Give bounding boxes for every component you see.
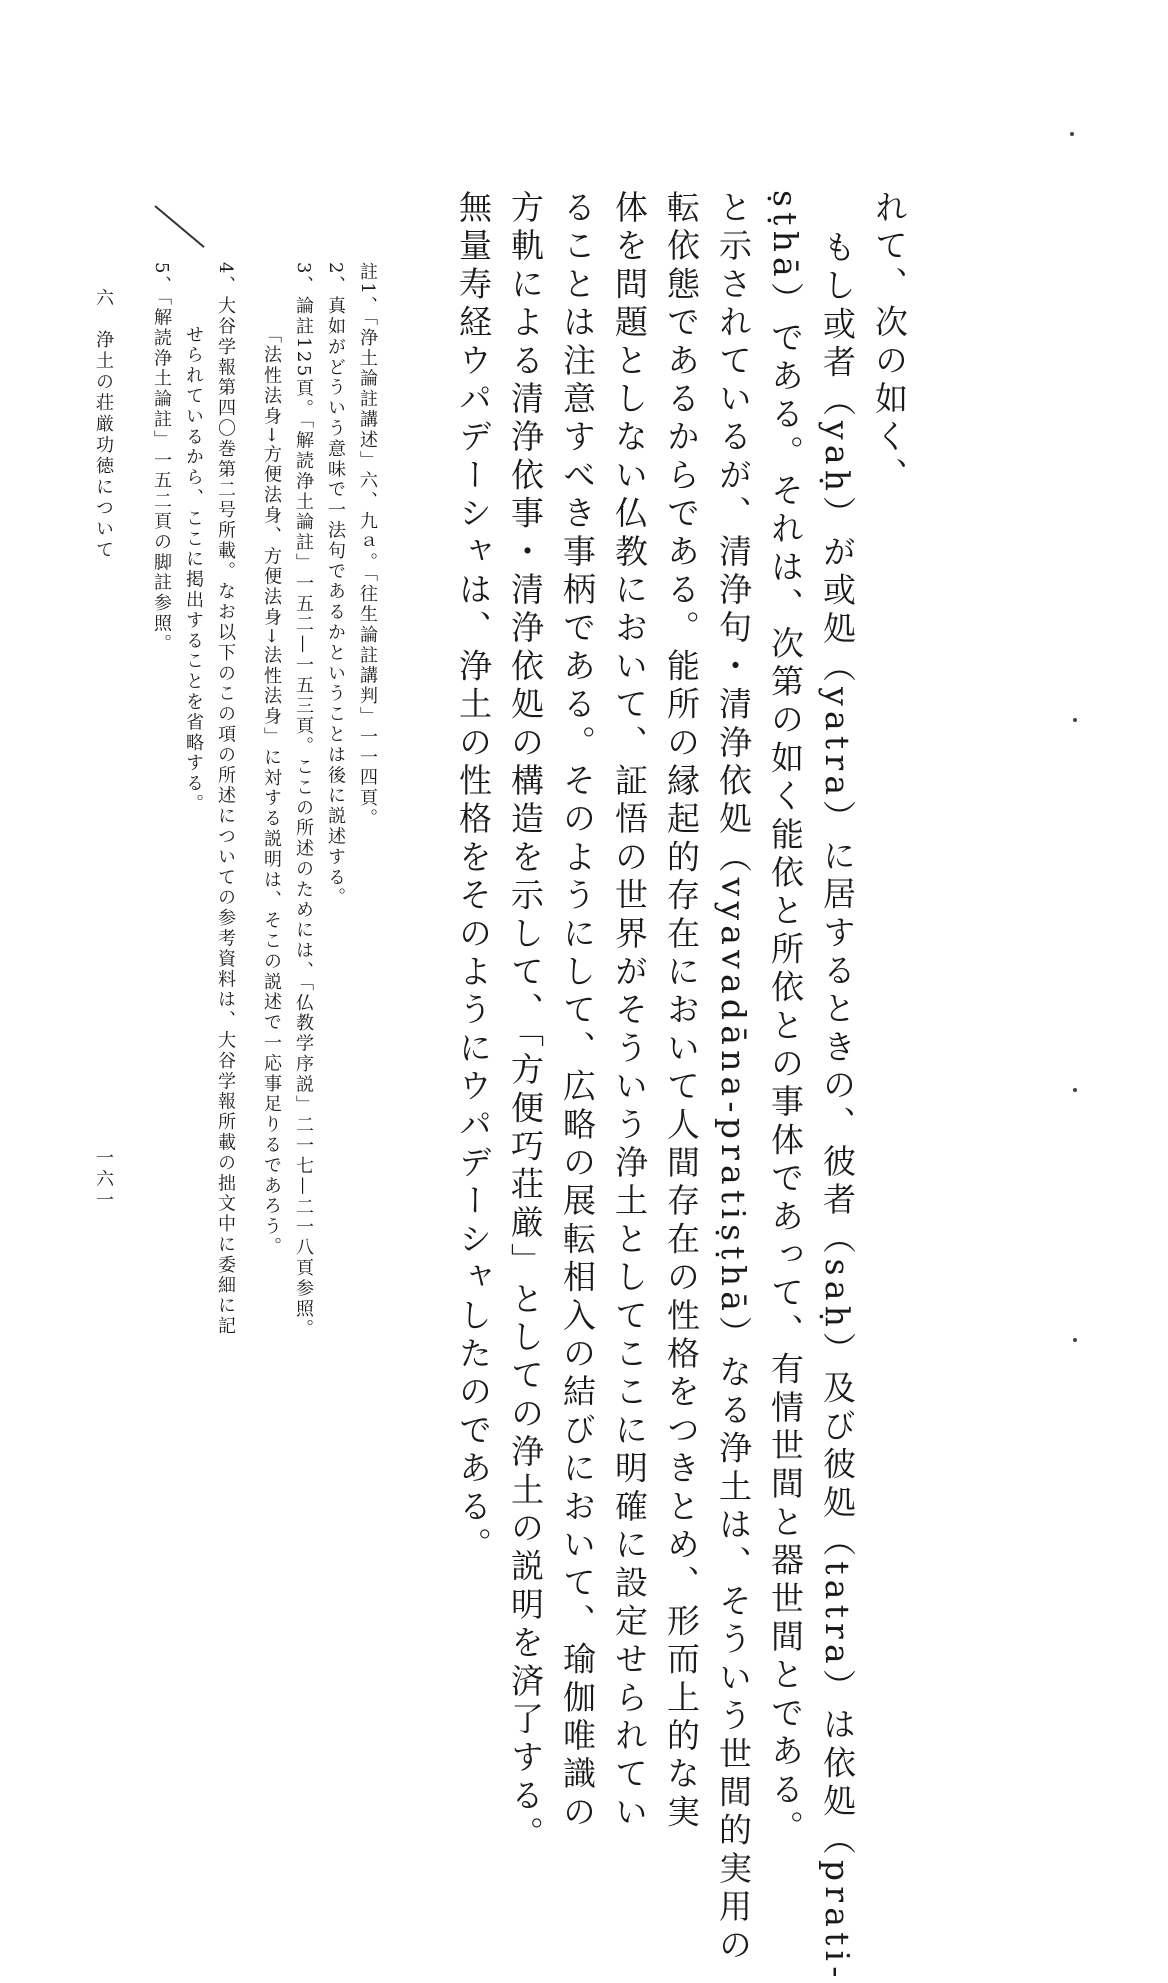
- body-line-5: 転依態であるからである。能所の縁起的存在において人間存在の性格をつきとめ、形而上的な実: [662, 190, 701, 1833]
- chapter-running-title: 六 浄土の荘厳功徳について: [93, 288, 114, 561]
- scan-mark: [1070, 132, 1074, 136]
- footnote-4-continued: せられているから、ここに掲出することを省略する。: [183, 325, 204, 815]
- body-line-4: と示されているが、清浄句・清浄依処（vyavadāna-pratiṣṭhā）なる浄土は、そういう世間的実用の: [714, 190, 753, 1966]
- footnote-1: 註1、「浄土論註講述」六、九ａ。「往生論註講判」一一四頁。: [357, 262, 378, 830]
- body-line-2: もし或者（yaḥ）が或処（yatra）に居するときの、彼者（saḥ）及び彼処（tatra）は依処（prati-: [818, 230, 857, 1983]
- scan-mark: [1073, 1088, 1077, 1092]
- footnote-3-continued: 「法性法身→方便法身、方便法身→法性法身」に対する説明は、そこの説述で一応事足りるであろう。: [261, 325, 282, 1258]
- footnote-4: 4、大谷学報第四〇巻第二号所載。なお以下のこの項の所述についての参考資料は、大谷学報所載の拙文中に委細に記: [215, 262, 236, 1337]
- body-line-9: 無量寿経ウパデーシャは、浄土の性格をそのようにウパデーシャしたのである。: [454, 190, 493, 1566]
- footnote-3: 3、論註125頁。「解読浄土論註」一五二—一五三頁。ここの所述のためには、「仏教学序説」二一七—二一八頁参照。: [293, 262, 314, 1340]
- body-line-8: 方軌による清浄依事・清浄依処の構造を示して、「方便巧荘厳」としての浄土の説明を済了する。: [506, 190, 545, 1855]
- body-line-7: ることは注意すべき事柄である。そのようにして、広略の展転相入の結びにおいて、瑜伽唯識の: [558, 190, 597, 1833]
- body-line-3: ṣṭhā）である。それは、次第の如く能依と所依との事体であって、有情世間と器世間とである。: [766, 190, 805, 1849]
- note-divider: [154, 205, 204, 248]
- scan-mark: [1073, 718, 1077, 722]
- scan-mark: [1073, 1338, 1077, 1342]
- body-line-1: れて、次の如く、: [870, 190, 909, 496]
- page-number: 一六一: [93, 1148, 114, 1211]
- body-line-6: 体を問題としない仏教において、証悟の世界がそういう浄土としてここに明確に設定せられてい: [610, 190, 649, 1833]
- footnote-5: 5、「解読浄土論註」一五二頁の脚註参照。: [151, 262, 172, 655]
- footnote-2: 2、真如がどういう意味で一法句であるかということは後に説述する。: [325, 262, 346, 909]
